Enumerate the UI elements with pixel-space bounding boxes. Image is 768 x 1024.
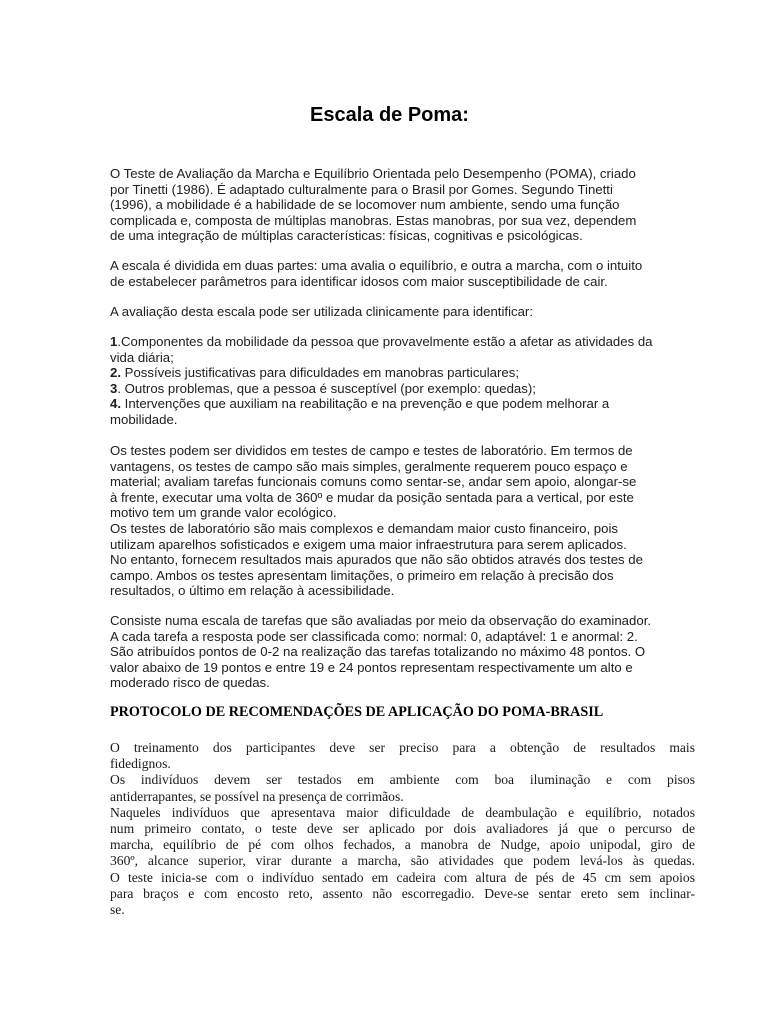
list-item-text: Possíveis justificativas para dificuldades em manobras particulares;: [121, 365, 520, 381]
text-line: 360º, alcance superior, virar durante a marcha, são atividades que podem levá-los às quedas.: [110, 853, 695, 869]
list-item-continuation: mobilidade.: [110, 411, 178, 427]
text-line: moderado risco de quedas.: [110, 675, 270, 691]
text-line: São atribuídos pontos de 0-2 na realização das tarefas totalizando no máximo 48 pontos. O: [110, 644, 646, 660]
text-line: resultados, o último em relação à acessibilidade.: [110, 583, 395, 599]
list-item: [110, 381, 695, 397]
protocol-heading: PROTOCOLO DE RECOMENDAÇÕES DE APLICAÇÃO DO POMA-BRASIL: [110, 704, 604, 720]
text-line: num primeiro contato, o teste deve ser aplicado por dois avaliadores já que o percurso de: [110, 820, 695, 836]
scoring-paragraph: [110, 613, 695, 691]
text-line: se.: [110, 901, 125, 917]
text-line: A avaliação desta escala pode ser utilizada clinicamente para identificar:: [110, 304, 533, 319]
text-line: motivo tem um grande valor ecológico.: [110, 505, 337, 521]
text-line: Os indivíduos devem ser testados em ambiente com boa iluminação e com pisos: [110, 772, 695, 788]
clinical-use-paragraph: [110, 304, 695, 320]
list-number: 4.: [110, 396, 121, 412]
text-line: utilizam aparelhos sofisticados e exigem uma maior infraestrutura para serem aplicados.: [110, 536, 627, 552]
list-item-continuation: vida diária;: [110, 349, 174, 365]
tests-paragraph: [110, 443, 695, 599]
intro-paragraph: [110, 166, 695, 244]
list-item: [110, 334, 695, 350]
text-line: O teste inicia-se com o indivíduo sentado em cadeira com altura de pés de 45 cm sem apoios: [110, 869, 695, 885]
page-title: Escala de Poma:: [310, 104, 469, 126]
list-item: [110, 396, 695, 412]
list-item-text: Intervenções que auxiliam na reabilitação e na prevenção e que podem melhorar a: [121, 396, 610, 412]
text-line: (1996), a mobilidade é a habilidade de se locomover num ambiente, sendo uma função: [110, 197, 620, 213]
list-item-text: . Outros problemas, que a pessoa é susceptível (por exemplo: quedas);: [117, 380, 536, 396]
identification-list: [110, 334, 695, 428]
text-line: A cada tarefa a resposta pode ser classificada como: normal: 0, adaptável: 1 e anormal: 2.: [110, 628, 638, 644]
text-line: complicada e, composta de múltiplas manobras. Estas manobras, por sua vez, dependem: [110, 212, 637, 228]
list-number: 1: [110, 334, 118, 349]
text-line: Os testes podem ser divididos em testes de campo e testes de laboratório. Em termos de: [110, 443, 633, 458]
text-line: campo. Ambos os testes apresentam limitações, o primeiro em relação à precisão dos: [110, 567, 614, 583]
scale-description-paragraph: [110, 258, 695, 289]
text-line: O Teste de Avaliação da Marcha e Equilíbrio Orientada pelo Desempenho (POMA), criado: [110, 166, 636, 181]
list-number: 2.: [110, 365, 121, 381]
text-line: de estabelecer parâmetros para identificar idosos com maior susceptibilidade de cair.: [110, 273, 608, 289]
text-line: O treinamento dos participantes deve ser preciso para a obtenção de resultados mais: [110, 740, 695, 755]
text-line: marcha, equilíbrio de pé com olhos fechados, a manobra de Nudge, apoio unipodal, giro de: [110, 837, 695, 853]
text-line: antiderrapantes, se possível na presença de corrimãos.: [110, 788, 404, 804]
text-line: para braços e com encosto reto, assento não escorregadio. Deve-se sentar ereto sem inclinar-: [110, 885, 695, 901]
text-line: material; avaliam tarefas funcionais comuns como sentar-se, andar sem apoio, alongar-se: [110, 474, 637, 490]
list-item: [110, 365, 695, 381]
text-line: Consiste numa escala de tarefas que são avaliadas por meio da observação do examinador.: [110, 613, 652, 628]
list-number: 3: [110, 380, 118, 396]
list-item-text: .Componentes da mobilidade da pessoa que provavelmente estão a afetar as atividades da: [117, 334, 653, 349]
text-line: No entanto, fornecem resultados mais apurados que não são obtidos através dos testes de: [110, 552, 643, 568]
text-line: de uma integração de múltiplas características: físicas, cognitivas e psicológicas.: [110, 228, 583, 244]
text-line: fidedignos.: [110, 756, 171, 772]
text-line: por Tinetti (1986). É adaptado culturalmente para o Brasil por Gomes. Segundo Tinetti: [110, 181, 613, 197]
text-line: Naqueles indivíduos que apresentava maior dificuldade de deambulação e equilíbrio, notados: [110, 804, 695, 820]
protocol-text: [110, 740, 695, 918]
text-line: A escala é dividida em duas partes: uma avalia o equilíbrio, e outra a marcha, com o intuito: [110, 258, 643, 273]
text-line: vantagens, os testes de campo são mais simples, geralmente requerem pouco espaço e: [110, 458, 628, 474]
text-line: valor abaixo de 19 pontos e entre 19 e 24 pontos representam respectivamente um alto e: [110, 659, 633, 675]
text-line: à frente, executar uma volta de 360º e mudar da posição sentada para a vertical, por este: [110, 489, 634, 505]
text-line: Os testes de laboratório são mais complexos e demandam maior custo financeiro, pois: [110, 520, 618, 536]
